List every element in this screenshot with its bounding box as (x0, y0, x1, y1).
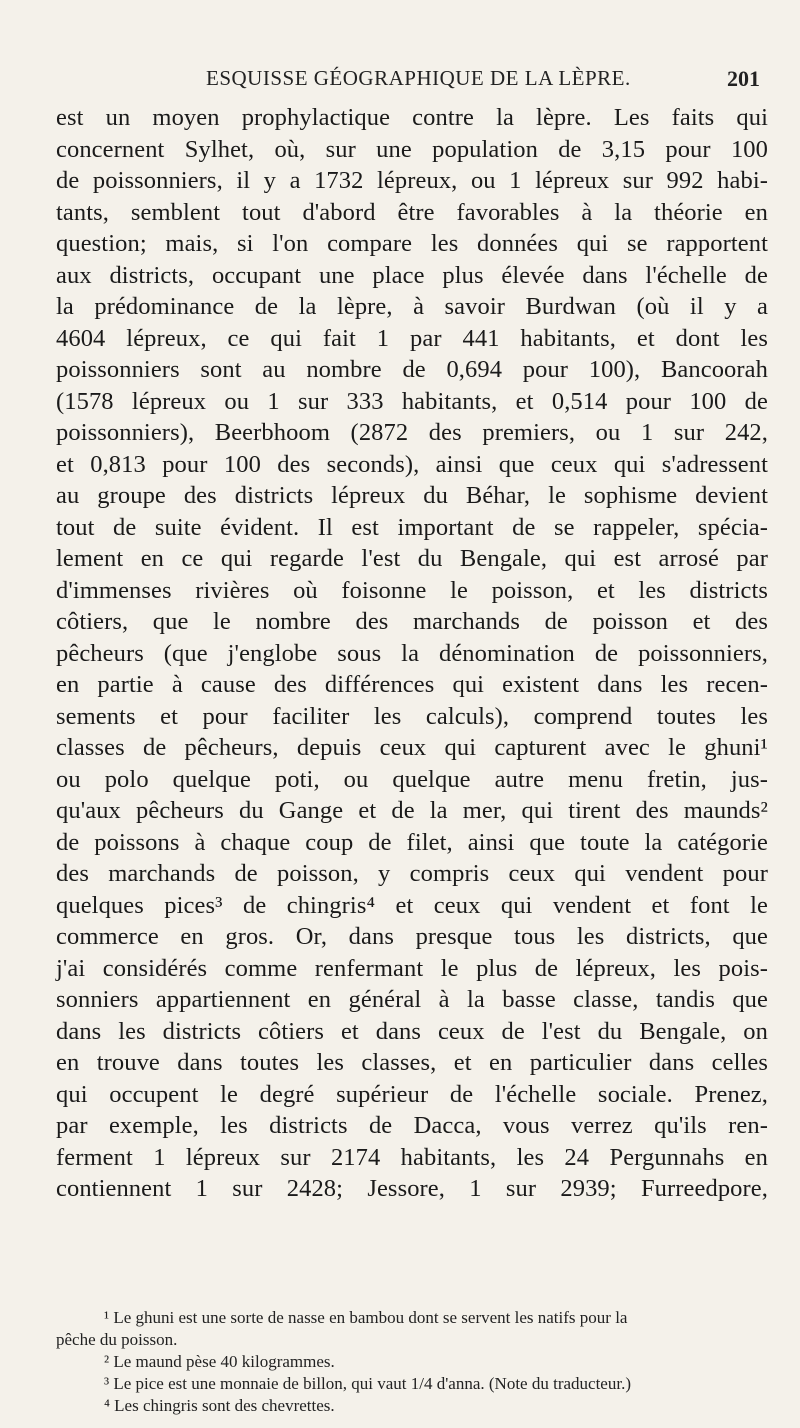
text-line: des marchands de poisson, y compris ceux qui vendent pour (56, 860, 768, 887)
running-head (56, 66, 760, 96)
text-line: j'ai considérés comme renfermant le plus de lépreux, les pois- (56, 954, 768, 982)
text-line: de poissonniers, il y a 1732 lépreux, ou 1 lépreux sur 992 habi- (56, 167, 768, 194)
page-number: 201 (727, 66, 760, 91)
text-line: concernent Sylhet, où, sur une population de 3,15 pour 100 (56, 135, 768, 163)
running-title: ESQUISSE GÉOGRAPHIQUE DE LA LÈPRE. (206, 66, 631, 90)
text-line: est un moyen prophylactique contre la lèpre. Les faits qui (56, 104, 768, 131)
footnote-1-continued: pêche du poisson. (56, 1330, 178, 1349)
text-line: ou polo quelque poti, ou quelque autre menu fretin, jus- (56, 765, 768, 793)
text-line: côtiers, que le nombre des marchands de poisson et des (56, 608, 768, 635)
text-line: au groupe des districts lépreux du Béhar, le sophisme devient (56, 482, 768, 509)
text-line: tants, semblent tout d'abord être favorables à la théorie en (56, 198, 768, 226)
text-line: et 0,813 pour 100 des seconds), ainsi que ceux qui s'adressent (56, 450, 768, 478)
text-line: en trouve dans toutes les classes, et en particulier dans celles (56, 1049, 768, 1076)
text-line: 4604 lépreux, ce qui fait 1 par 441 habitants, et dont les (56, 324, 768, 352)
text-line: d'immenses rivières où foisonne le poisson, et les districts (56, 576, 768, 604)
text-line: en partie à cause des différences qui existent dans les recen- (56, 671, 768, 698)
text-line: qui occupent le degré supérieur de l'échelle sociale. Prenez, (56, 1080, 768, 1108)
text-line: la prédominance de la lèpre, à savoir Burdwan (où il y a (56, 293, 768, 320)
footnote-4: ⁴ Les chingris sont des chevrettes. (104, 1396, 335, 1415)
text-line: aux districts, occupant une place plus élevée dans l'échelle de (56, 261, 768, 289)
text-line: contiennent 1 sur 2428; Jessore, 1 sur 2939; Furreedpore, (56, 1175, 768, 1202)
footnote-3: ³ Le pice est une monnaie de billon, qui vaut 1/4 d'anna. (Note du traducteur.) (104, 1374, 631, 1393)
text-line: question; mais, si l'on compare les données qui se rapportent (56, 230, 768, 257)
text-line: lement en ce qui regarde l'est du Bengale, qui est arrosé par (56, 545, 768, 572)
footnotes (56, 1307, 768, 1417)
text-line: poissonniers sont au nombre de 0,694 pour 100), Bancoorah (56, 356, 768, 383)
text-line: sements et pour faciliter les calculs), comprend toutes les (56, 702, 768, 730)
text-line: sonniers appartiennent en général à la basse classe, tandis que (56, 986, 768, 1013)
text-line: par exemple, les districts de Dacca, vous verrez qu'ils ren- (56, 1112, 768, 1139)
text-line: poissonniers), Beerbhoom (2872 des premiers, ou 1 sur 242, (56, 419, 768, 446)
text-line: ferment 1 lépreux sur 2174 habitants, les 24 Pergunnahs en (56, 1143, 768, 1171)
text-line: dans les districts côtiers et dans ceux de l'est du Bengale, on (56, 1017, 768, 1045)
text-line: commerce en gros. Or, dans presque tous les districts, que (56, 923, 768, 950)
text-line: classes de pêcheurs, depuis ceux qui capturent avec le ghuni¹ (56, 734, 768, 761)
text-line: quelques pices³ de chingris⁴ et ceux qui vendent et font le (56, 891, 768, 919)
text-line: (1578 lépreux ou 1 sur 333 habitants, et 0,514 pour 100 de (56, 387, 768, 415)
body-text (56, 102, 768, 1205)
text-line: tout de suite évident. Il est important de se rappeler, spécia- (56, 513, 768, 541)
text-line: pêcheurs (que j'englobe sous la dénomination de poissonniers, (56, 639, 768, 667)
text-line: qu'aux pêcheurs du Gange et de la mer, qui tirent des maunds² (56, 797, 768, 824)
footnote-2: ² Le maund pèse 40 kilogrammes. (104, 1352, 335, 1371)
footnote-1: ¹ Le ghuni est une sorte de nasse en bambou dont se servent les natifs pour la (104, 1308, 628, 1327)
text-line: de poissons à chaque coup de filet, ainsi que toute la catégorie (56, 828, 768, 856)
